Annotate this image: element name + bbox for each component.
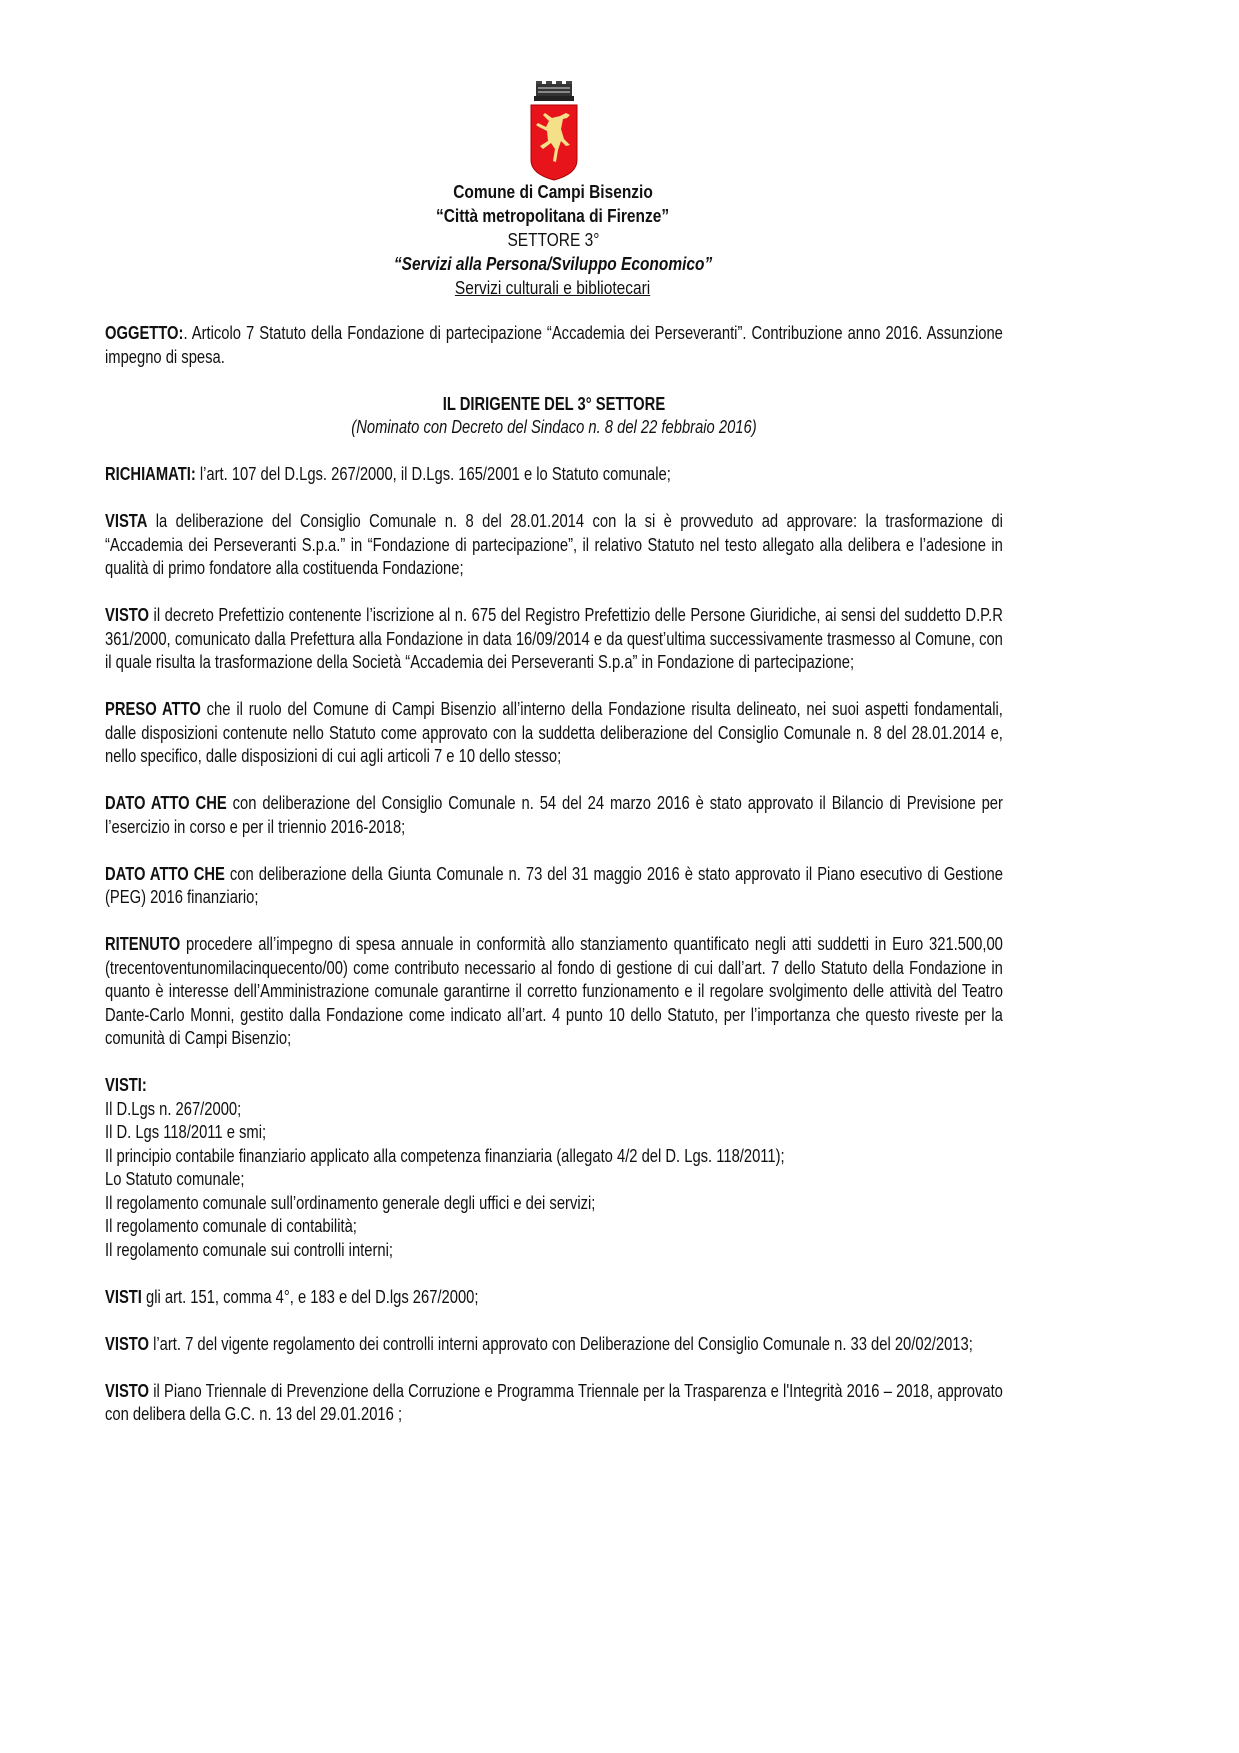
paragraph-label: VISTA xyxy=(105,511,148,531)
settore: SETTORE 3° xyxy=(507,230,599,250)
paragraph xyxy=(105,698,1003,769)
paragraph-text: l’art. 107 del D.Lgs. 267/2000, il D.Lgs. 165/2001 e lo Statuto comunale; xyxy=(195,464,671,484)
ufficio: Servizi culturali e bibliotecari xyxy=(455,278,651,298)
paragraph xyxy=(105,510,1003,581)
paragraph xyxy=(105,604,1003,675)
paragraph-text: la deliberazione del Consiglio Comunale n. 8 del 28.01.2014 con la si è provveduto ad approvare: la trasformazione di “Accademia dei Perseveranti S.p.a.” in “Fondazione di partecipazione”, il relativo Statuto nel testo allegato alla delibera e l’adesione in qualità di primo fondatore alla costituenda Fondazione; xyxy=(105,511,1003,578)
paragraph-text: con deliberazione del Consiglio Comunale n. 54 del 24 marzo 2016 è stato approvato il Bilancio di Previsione per l’esercizio in corso e per il triennio 2016-2018; xyxy=(105,793,1003,837)
visti-item: Il regolamento comunale di contabilità; xyxy=(105,1216,357,1236)
visti-item: Il D. Lgs 118/2011 e smi; xyxy=(105,1122,267,1142)
paragraph-label: VISTO xyxy=(105,605,150,625)
visti-item: Il regolamento comunale sull’ordinamento generale degli uffici e dei servizi; xyxy=(105,1192,596,1213)
paragraph xyxy=(105,1286,1003,1310)
crown-icon xyxy=(534,81,574,101)
paragraph-label: VISTO xyxy=(105,1380,150,1401)
paragraph-text: gli art. 151, comma 4°, e 183 e del D.lgs 267/2000; xyxy=(141,1286,479,1307)
paragraph xyxy=(105,1333,1003,1357)
citta-metropolitana: “Città metropolitana di Firenze” xyxy=(436,206,670,226)
visti-item: Lo Statuto comunale; xyxy=(105,1169,245,1189)
paragraph-label: RITENUTO xyxy=(105,934,181,954)
settore-servizi: “Servizi alla Persona/Sviluppo Economico” xyxy=(393,254,713,274)
visti-list xyxy=(105,1074,1003,1262)
paragraph-label: DATO ATTO CHE xyxy=(105,863,225,884)
paragraph-label: RICHIAMATI: xyxy=(105,464,196,484)
paragraph xyxy=(105,463,1003,487)
oggetto-label: OGGETTO: xyxy=(105,323,184,343)
paragraph-text: che il ruolo del Comune di Campi Bisenzio all’interno della Fondazione risulta delineato, nei suoi aspetti fondamentali, dalle disposizioni contenute nello Statuto come approvato con la suddetta deliberazione del Consiglio Comunale n. 8 del 28.01.2014 e, nello specifico, dalle disposizioni di cui agli articoli 7 e 10 dello stesso; xyxy=(105,699,1003,766)
paragraph xyxy=(105,933,1003,1051)
oggetto-text: . Articolo 7 Statuto della Fondazione di partecipazione “Accademia dei Perseveranti”. Contribuzione anno 2016. Assunzione impegno di spesa. xyxy=(105,323,1003,367)
document-header xyxy=(0,180,1106,300)
visti-item: Il principio contabile finanziario applicato alla competenza finanziaria (allegato 4/2 del D. Lgs. 118/2011); xyxy=(105,1145,785,1166)
document-body xyxy=(105,322,1003,1450)
municipal-coat-of-arms-logo xyxy=(526,80,582,182)
dirigente-subtitle: (Nominato con Decreto del Sindaco n. 8 del 22 febbraio 2016) xyxy=(351,417,757,437)
oggetto-paragraph xyxy=(105,322,1003,369)
paragraph xyxy=(105,863,1003,910)
paragraph-label: DATO ATTO CHE xyxy=(105,793,227,813)
paragraph-label: PRESO ATTO xyxy=(105,699,201,719)
paragraph-text: procedere all’impegno di spesa annuale in conformità allo stanziamento quantificato negli atti suddetti in Euro 321.500,00 (trecentoventunomilacinquecento/00) come contributo necessario al fondo di gestione di cui dall’art. 7 dello Statuto della Fondazione in quanto è interesse dell’Amministrazione comunale garantirne il corretto funzionamento e il regolare svolgimento delle attività del Teatro Dante-Carlo Monni, gestito dalla Fondazione come indicato all’art. 4 punto 10 dello Statuto, per l’importanza che questo riveste per la comunità di Campi Bisenzio; xyxy=(105,934,1003,1048)
visti-item: Il D.Lgs n. 267/2000; xyxy=(105,1098,242,1119)
paragraph-text: il decreto Prefettizio contenente l’iscrizione al n. 675 del Registro Prefettizio delle Persone Giuridiche, ai sensi del suddetto D.P.R 361/2000, comunicato dalla Prefettura alla Fondazione in data 16/09/2014 e da quest’ultima successivamente trasmesso al Comune, con il quale risulta la trasformazione della Società “Accademia dei Perseveranti S.p.a” in Fondazione di partecipazione; xyxy=(105,605,1003,672)
visti-item: Il regolamento comunale sui controlli interni; xyxy=(105,1239,393,1260)
paragraph-text: con deliberazione della Giunta Comunale n. 73 del 31 maggio 2016 è stato approvato il Piano esecutivo di Gestione (PEG) 2016 finanziario; xyxy=(105,863,1003,907)
visti-label: VISTI: xyxy=(105,1075,147,1095)
paragraph-text: l’art. 7 del vigente regolamento dei controlli interni approvato con Deliberazione del Consiglio Comunale n. 33 del 20/02/2013; xyxy=(149,1333,973,1354)
dirigente-title: IL DIRIGENTE DEL 3° SETTORE xyxy=(442,393,666,414)
paragraph xyxy=(105,792,1003,839)
paragraph xyxy=(105,1380,1003,1427)
paragraph-text: il Piano Triennale di Prevenzione della Corruzione e Programma Triennale per la Trasparenza e l'Integrità 2016 – 2018, approvato con delibera della G.C. n. 13 del 29.01.2016 ; xyxy=(105,1380,1003,1424)
comune-name: Comune di Campi Bisenzio xyxy=(453,182,653,202)
paragraph-label: VISTO xyxy=(105,1333,150,1354)
paragraph-label: VISTI xyxy=(105,1286,142,1307)
